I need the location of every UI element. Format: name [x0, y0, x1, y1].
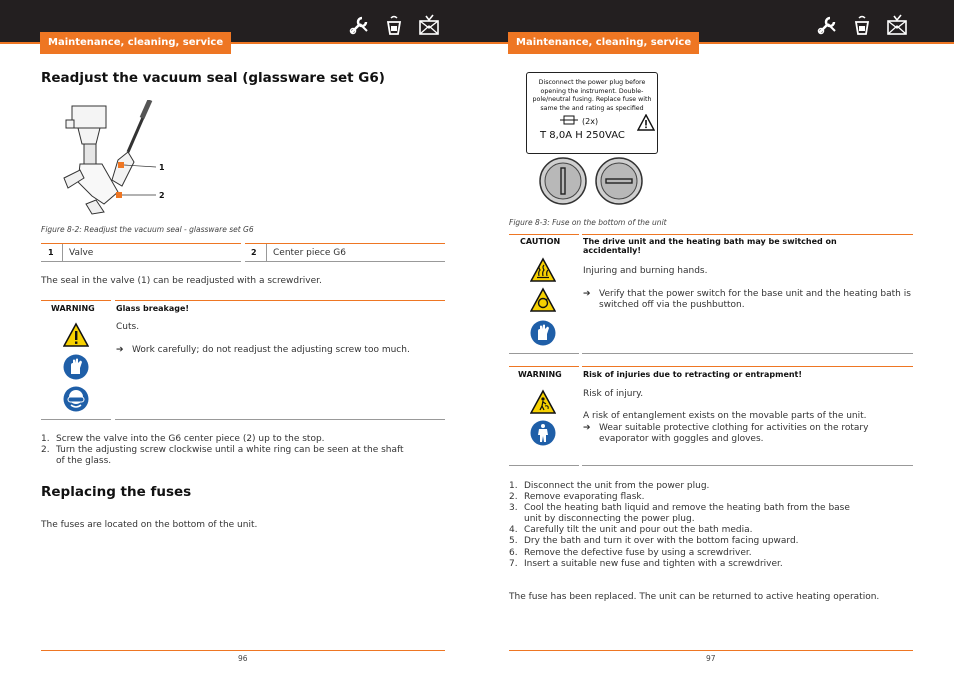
warning-action: Work carefully; do not readjust the adjusting screw too much.: [132, 345, 410, 355]
legend-num: 2: [251, 248, 257, 257]
wrench-icon: [348, 14, 370, 36]
warning-label: WARNING: [518, 370, 562, 379]
step-number: 5.: [509, 536, 518, 547]
list-item: [509, 514, 913, 525]
arrow-icon: ➔: [116, 345, 124, 355]
warning-bottom-rule: [115, 419, 445, 420]
hot-surface-warning-icon: [530, 257, 556, 283]
arrow-icon: ➔: [583, 289, 591, 299]
caution-consequence: Injuring and burning hands.: [583, 266, 708, 276]
step-number: 3.: [509, 503, 518, 514]
result-text: The fuse has been replaced. The unit can be returned to active heating operation.: [509, 592, 880, 602]
caution-label: CAUTION: [520, 237, 561, 246]
warning-rule: [509, 366, 579, 367]
warning-triangle-icon: [637, 114, 655, 131]
step-text: Carefully tilt the unit and pour out the bath media.: [524, 525, 753, 536]
step-number: 6.: [509, 547, 518, 558]
fuse-holders-illustration: [538, 157, 662, 207]
warning-bottom-rule: [582, 465, 913, 466]
step-text: Remove evaporating flask.: [524, 492, 645, 503]
entanglement-warning-icon: [530, 389, 556, 415]
legend-divider: [62, 244, 63, 261]
fuse-steps-list: [509, 481, 913, 570]
list-item: [509, 492, 913, 503]
wear-gloves-icon: [530, 320, 556, 346]
cleaning-bucket-icon: [852, 14, 872, 36]
list-item: [509, 525, 913, 536]
caution-rule: [582, 234, 913, 235]
legend-label: Center piece G6: [273, 248, 346, 258]
list-item: [41, 434, 445, 445]
step-text: Disconnect the unit from the power plug.: [524, 481, 710, 491]
step-number: 4.: [509, 525, 518, 536]
warning-action: evaporator with goggles and gloves.: [599, 434, 764, 444]
step-number: 2.: [41, 445, 50, 456]
general-warning-icon: [63, 322, 89, 348]
fuse-label-line: opening the instrument. Double-: [540, 87, 644, 95]
glassware-valve-illustration: [52, 100, 172, 218]
wrench-icon: [816, 14, 838, 36]
warning-rule: [115, 300, 445, 301]
section-tab-right: Maintenance, cleaning, service: [508, 32, 699, 54]
warning-bottom-rule: [41, 419, 111, 420]
page-title-vacuum-seal: Readjust the vacuum seal (glassware set G6): [41, 70, 385, 86]
page-number-right: 97: [706, 654, 716, 663]
caution-action: Verify that the power switch for the base unit and the heating bath is: [599, 289, 911, 299]
legend-divider: [266, 244, 267, 261]
step-text: Dry the bath and turn it over with the bottom facing upward.: [524, 536, 799, 547]
header-icons-right: [816, 14, 908, 36]
step-text: unit by disconnecting the power plug.: [524, 514, 695, 525]
warning-action: Wear suitable protective clothing for activities on the rotary: [599, 423, 869, 433]
figure-callout-1: 1: [159, 163, 165, 172]
list-item: [509, 481, 913, 492]
list-item: [509, 503, 913, 514]
caution-bottom-rule: [509, 353, 579, 354]
legend-bottom-rule: [41, 261, 241, 262]
legend-rule: [41, 243, 241, 244]
warning-detail: A risk of entanglement exists on the movable parts of the unit.: [583, 411, 867, 421]
wear-gloves-icon: [63, 354, 89, 380]
list-item: [41, 445, 445, 456]
footer-rule-right: [509, 650, 913, 651]
fuse-symbol-icon: [560, 114, 578, 126]
step-number: 1.: [509, 481, 518, 491]
caution-action: switched off via the pushbutton.: [599, 300, 745, 310]
warning-rule: [582, 366, 913, 367]
caution-heading: The drive unit and the heating bath may be switched on: [583, 237, 837, 246]
warning-rule: [41, 300, 111, 301]
service-envelope-icon: [418, 14, 440, 36]
section-tab-left: Maintenance, cleaning, service: [40, 32, 231, 54]
caution-rule: [509, 234, 579, 235]
step-text: Insert a suitable new fuse and tighten with a screwdriver.: [524, 558, 783, 569]
fuse-rating: T 8,0A H 250VAC: [540, 130, 625, 141]
figure-caption-8-2: Figure 8-2: Readjust the vacuum seal - glassware set G6: [41, 225, 254, 234]
step-number: 1.: [41, 434, 50, 444]
fuses-location-text: The fuses are located on the bottom of the unit.: [41, 520, 258, 530]
step-text: Remove the defective fuse by using a screwdriver.: [524, 547, 752, 558]
legend-label: Valve: [69, 248, 94, 258]
warning-consequence: Cuts.: [116, 322, 140, 332]
warning-heading: Glass breakage!: [116, 304, 190, 313]
warning-heading: Risk of injuries due to retracting or entrapment!: [583, 370, 803, 379]
seal-steps-list: [41, 434, 445, 467]
cleaning-bucket-icon: [384, 14, 404, 36]
list-item: [509, 548, 913, 559]
protective-clothing-icon: [530, 420, 556, 446]
list-item: [509, 559, 913, 570]
warning-label: WARNING: [51, 304, 95, 313]
caution-bottom-rule: [582, 353, 913, 354]
wear-goggles-icon: [63, 386, 89, 412]
footer-rule-left: [41, 650, 445, 651]
subtitle-replacing-fuses: Replacing the fuses: [41, 484, 192, 500]
warning-bottom-rule: [509, 465, 579, 466]
service-envelope-icon: [886, 14, 908, 36]
step-text: Cool the heating bath liquid and remove the heating bath from the base: [524, 503, 850, 514]
step-number: 7.: [509, 558, 518, 569]
legend-bottom-rule: [245, 261, 445, 262]
fuse-label-line: same the and rating as specified: [540, 104, 644, 112]
legend-rule: [245, 243, 445, 244]
fuse-count: (2x): [582, 117, 599, 126]
list-item: [41, 456, 445, 467]
figure-caption-8-3: Figure 8-3: Fuse on the bottom of the unit: [509, 218, 667, 227]
page-number-left: 96: [238, 654, 248, 663]
rotating-parts-warning-icon: [530, 287, 556, 313]
arrow-icon: ➔: [583, 423, 591, 433]
step-text: Screw the valve into the G6 center piece (2) up to the stop.: [56, 434, 325, 444]
step-number: 2.: [509, 492, 518, 503]
list-item: [509, 536, 913, 547]
fuse-label-line: pole/neutral fusing. Replace fuse with: [532, 96, 652, 103]
caution-heading: accidentally!: [583, 246, 642, 255]
fuse-label-line: Disconnect the power plug before: [538, 79, 646, 86]
step-text: Turn the adjusting screw clockwise until a white ring can be seen at the shaft: [56, 445, 404, 456]
step-text: of the glass.: [56, 456, 112, 467]
figure-callout-2: 2: [159, 191, 165, 200]
seal-intro-text: The seal in the valve (1) can be readjusted with a screwdriver.: [41, 276, 322, 286]
header-icons-left: [348, 14, 440, 36]
legend-num: 1: [48, 248, 54, 257]
warning-consequence: Risk of injury.: [583, 389, 644, 399]
